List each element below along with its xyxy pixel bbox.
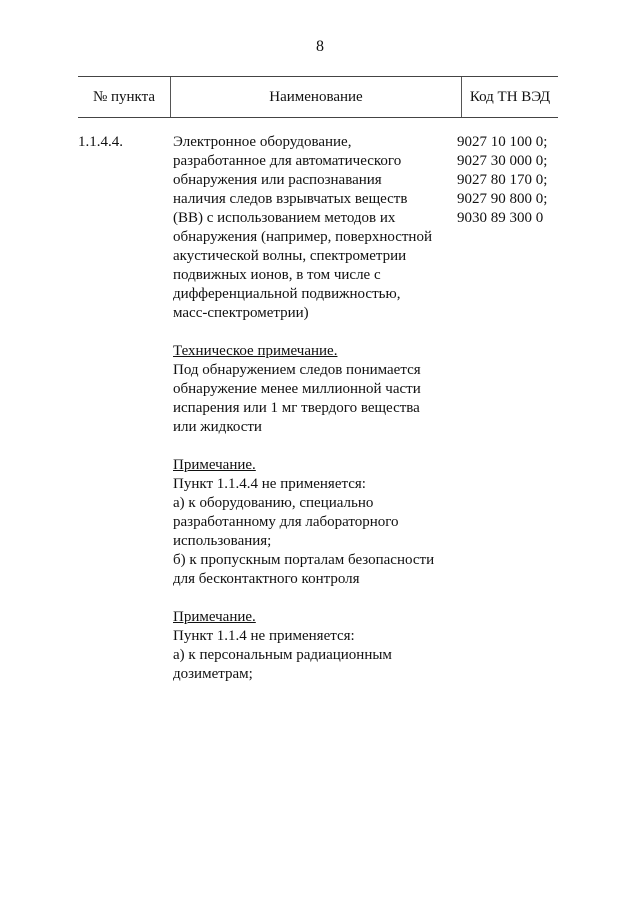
page-number: 8 [316,38,324,55]
header-code: Код ТН ВЭД [469,89,551,105]
hs-codes [457,133,567,228]
description-line: акустической волны, спектрометрии [173,248,407,264]
item-description [173,133,458,684]
hs-code: 9027 30 000 0; [457,153,548,169]
item-number: 1.1.4.4. [78,134,123,150]
description-line: дифференциальной подвижностью, [173,286,401,302]
header-item-number: № пункта [92,89,156,105]
hs-code: 9030 89 300 0 [457,210,544,226]
hs-code: 9027 80 170 0; [457,172,548,188]
description-line: Электронное оборудование, [173,134,352,150]
technical-note-line: или жидкости [173,419,262,435]
note-line: а) к оборудованию, специально [173,495,374,511]
description-line: (ВВ) с использованием методов их [173,210,396,226]
table-header [78,76,558,118]
header-name: Наименование [269,89,363,105]
description-line: наличия следов взрывчатых веществ [173,191,408,207]
note-line: Пункт 1.1.4 не применяется: [173,628,355,644]
description-line: подвижных ионов, в том числе с [173,267,381,283]
note-title: Примечание. [173,457,256,473]
hs-code: 9027 90 800 0; [457,191,548,207]
description-line: разработанное для автоматического [173,153,402,169]
technical-note-line: Под обнаружением следов понимается [173,362,421,378]
technical-note-line: испарения или 1 мг твердого вещества [173,400,420,416]
note-line: б) к пропускным порталам безопасности [173,552,435,568]
description-line: масс-спектрометрии) [173,305,309,321]
description-line: обнаружения (например, поверхностной [173,229,432,245]
note-line: использования; [173,533,272,549]
technical-note-title: Техническое примечание. [173,343,338,359]
hs-code: 9027 10 100 0; [457,134,548,150]
note-line: дозиметрам; [173,666,253,682]
description-line: обнаружения или распознавания [173,172,382,188]
note-line: разработанному для лабораторного [173,514,399,530]
technical-note-line: обнаружение менее миллионной части [173,381,421,397]
note-line: а) к персональным радиационным [173,647,392,663]
note-title: Примечание. [173,609,256,625]
note-line: для бесконтактного контроля [173,571,360,587]
note-line: Пункт 1.1.4.4 не применяется: [173,476,366,492]
